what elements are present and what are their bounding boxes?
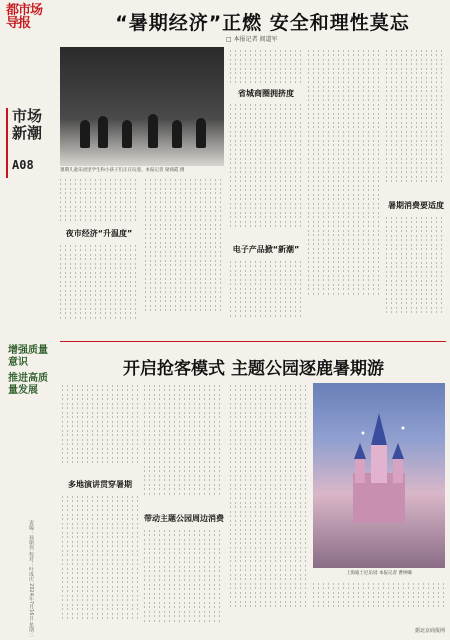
- masthead-logo: [6, 4, 50, 44]
- story1-subhead-3: 电子产品掀“新潮”: [232, 245, 300, 254]
- story1-col1a: [60, 176, 138, 226]
- story2-headline: 开启抢客模式 主题公园逐鹿暑期游: [123, 359, 384, 379]
- story1-col5a: [386, 47, 446, 197]
- masthead-text: 都市场导报: [6, 3, 43, 31]
- story1-reporter: □ 本报记者 阎道军: [226, 36, 278, 43]
- story1-photo-caption: 暑期儿童乐园里学生和小孩子们正在玩耍。本报记者 梁商霞 摄: [60, 168, 185, 173]
- story2-byline: 据北京商报网: [414, 628, 445, 634]
- story2-col3: [230, 382, 308, 633]
- castle-illustration: [343, 413, 415, 523]
- page-meta: 责编：孙朝伟 校对：叶成庆 2024年7月16日 星期二: [28, 520, 34, 638]
- slogan-line-1: 增强质量意识: [8, 345, 48, 368]
- section-rule: [6, 108, 8, 178]
- section-title: 市场新潮: [12, 107, 43, 142]
- story1-col3a: [230, 47, 302, 87]
- story2-col1a: [62, 382, 138, 476]
- story2-photo: [313, 383, 445, 568]
- story2-col1b: [62, 493, 138, 633]
- story1-col5b: [386, 214, 446, 326]
- page-number: A08: [12, 158, 34, 172]
- story1-col1b: [60, 242, 138, 326]
- slogan: [8, 345, 48, 397]
- section-divider: [60, 341, 446, 342]
- story2-photo-caption: 上海迪士尼乐园 本报记者 曹钟曦: [346, 571, 412, 576]
- story2-col4: [313, 580, 445, 625]
- story2-subhead-2: 带动主题公园周边消费: [144, 514, 224, 523]
- story2-col2a: [144, 382, 224, 510]
- story1-col2: [145, 176, 223, 326]
- story1-headline: “暑期经济”正燃 安全和理性莫忘: [115, 12, 410, 34]
- story1-photo: [60, 47, 224, 166]
- story1-col3b: [230, 101, 302, 241]
- story1-subhead-4: 暑期消费要适度: [388, 201, 444, 210]
- story2-subhead-1: 多地演讲贯穿暑期: [68, 480, 132, 489]
- slogan-line-2: 推进高质量发展: [8, 373, 48, 396]
- story1-subhead-2: 省城商圈拥挤度: [238, 89, 294, 98]
- story1-col3c: [230, 258, 302, 326]
- story1-col4: [308, 47, 380, 326]
- story2-col2b: [144, 527, 224, 633]
- story1-subhead-1: 夜市经济“升温度”: [65, 229, 133, 238]
